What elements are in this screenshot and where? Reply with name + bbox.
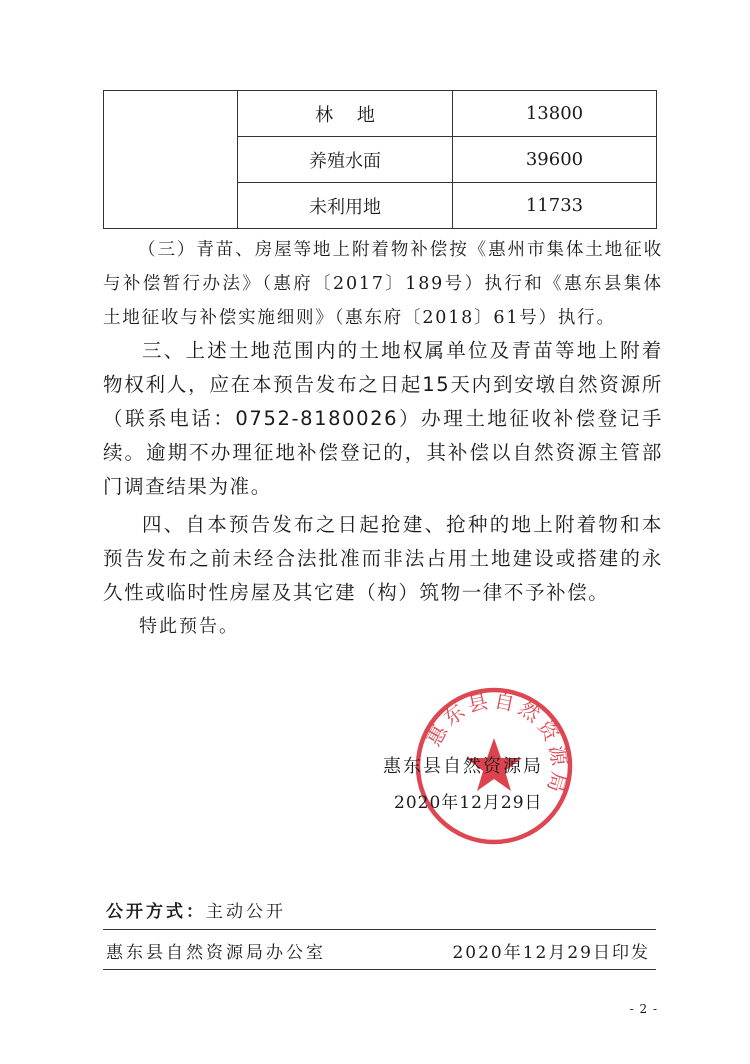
paragraph-section-4: 四、自本预告发布之日起抢建、抢种的地上附着物和本预告发布之前未经合法批准而非法占用土地建设或搭建的永久性或临时性房屋及其它建（构）筑物一律不予补偿。 <box>103 513 663 604</box>
compensation-table <box>103 90 657 229</box>
svg-text:惠东县自然资源局: 惠东县自然资源局 <box>421 688 572 799</box>
amount-cell: 39600 <box>453 137 657 183</box>
amount-cell: 13800 <box>453 91 657 137</box>
closing-text: 特此预告。 <box>139 616 239 637</box>
footer-rule-top <box>103 929 656 930</box>
disclosure-line <box>106 897 286 922</box>
signature-organization: 惠东县自然资源局 <box>383 756 543 777</box>
land-type-cell: 林 地 <box>238 91 453 137</box>
amount-cell: 11733 <box>453 183 657 229</box>
signature-date: 2020年12月29日 <box>394 793 543 813</box>
merged-category-cell <box>104 91 238 229</box>
page-number: - 2 - <box>629 1002 658 1016</box>
land-type-cell: 养殖水面 <box>238 137 453 183</box>
table-row <box>104 91 657 137</box>
issuing-office: 惠东县自然资源局办公室 <box>106 943 326 963</box>
paragraph-section-3: 三、上述土地范围内的土地权属单位及青苗等地上附着物权利人，应在本预告发布之日起15天内到安墩自然资源所（联系电话：0752-8180026）办理土地征收补偿登记手续。逾期不办理征地补偿登记的，其补偿以自然资源主管部门调查结果为准。 <box>103 339 663 498</box>
land-type-cell: 未利用地 <box>238 183 453 229</box>
disclosure-label: 公开方式： <box>106 902 206 922</box>
footer-rule-bottom <box>103 969 656 970</box>
print-date: 2020年12月29日印发 <box>452 943 650 963</box>
paragraph-item-3: （三）青苗、房屋等地上附着物补偿按《惠州市集体土地征收与补偿暂行办法》（惠府〔2017〕189号）执行和《惠东县集体土地征收与补偿实施细则》（惠东府〔2018〕61号）执行。 <box>103 240 663 328</box>
disclosure-value: 主动公开 <box>206 902 286 922</box>
